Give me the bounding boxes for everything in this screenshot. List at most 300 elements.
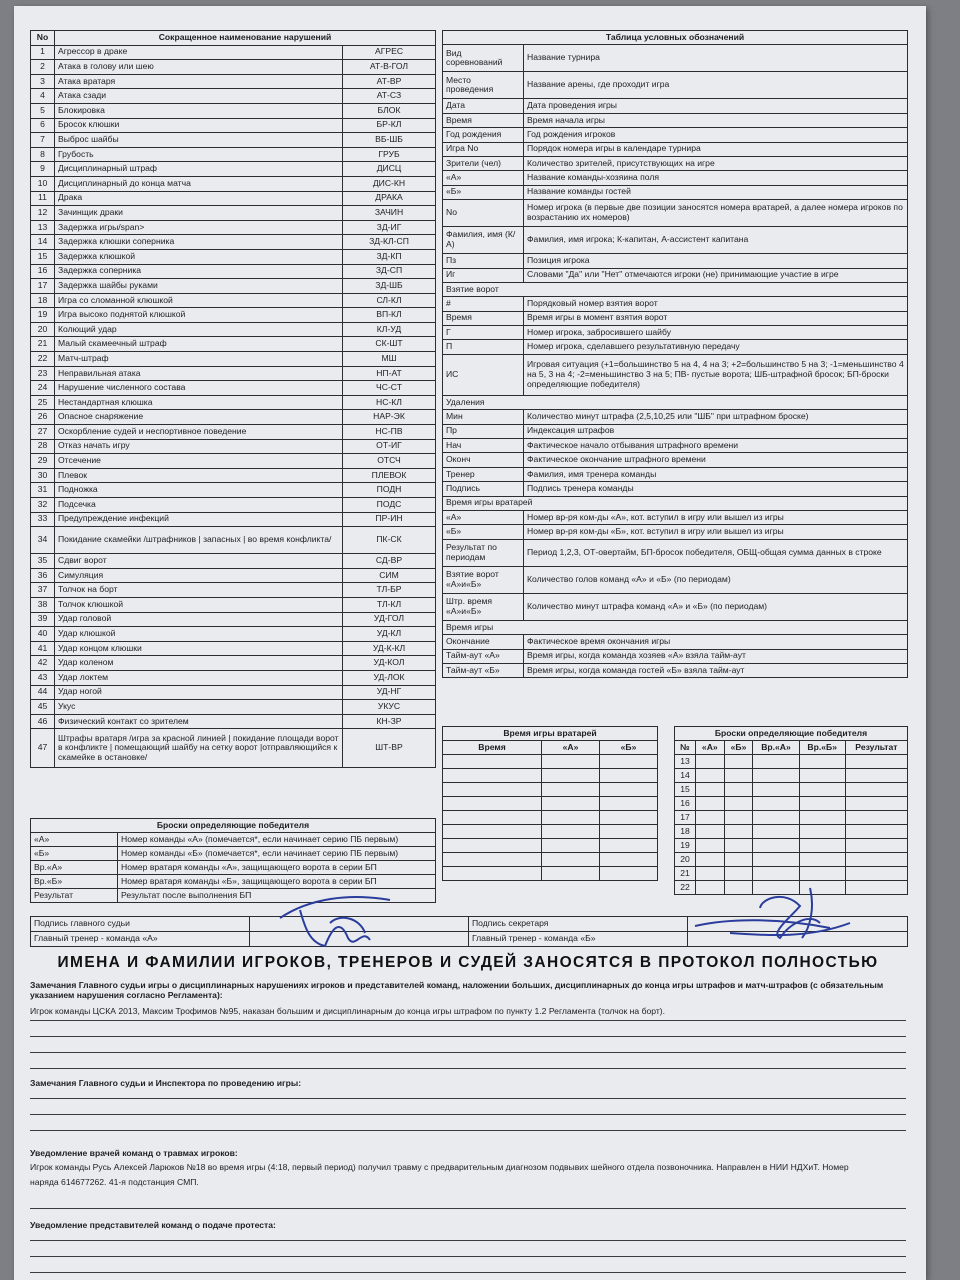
violation-row — [31, 527, 436, 554]
shootout-title: Броски определяющие победителя — [675, 727, 908, 741]
legend-key: Штр. время «А»и«Б» — [443, 593, 524, 620]
violation-name: Атака в голову или шею — [55, 60, 343, 75]
violation-code: ШТ-ВР — [343, 729, 436, 768]
shootout-cell[interactable] — [845, 755, 907, 769]
legend-row — [443, 326, 908, 340]
legend-value: Порядок номера игры в календаре турнира — [524, 142, 908, 156]
legend-title: Таблица условных обозначений — [443, 31, 908, 45]
shootout-cell[interactable] — [695, 811, 724, 825]
violation-number: 7 — [31, 133, 55, 148]
shootout-cell[interactable] — [753, 839, 799, 853]
violation-name: Задержка соперника — [55, 264, 343, 279]
violation-name: Отказ начать игру — [55, 439, 343, 454]
shootout-number: 21 — [675, 867, 696, 881]
shootout-cell[interactable] — [724, 755, 753, 769]
goalie-time-cell[interactable] — [542, 783, 600, 797]
legend-value: Год рождения игроков — [524, 128, 908, 142]
goalie-time-cell[interactable] — [443, 769, 542, 783]
violation-code: СД-ВР — [343, 554, 436, 569]
legend-row — [443, 72, 908, 99]
violation-number: 28 — [31, 439, 55, 454]
violation-number: 21 — [31, 337, 55, 352]
rule-line — [30, 1098, 906, 1099]
violation-row — [31, 700, 436, 715]
goalie-time-row — [443, 867, 658, 881]
violation-row — [31, 279, 436, 294]
violation-row — [31, 381, 436, 396]
goalie-time-row — [443, 825, 658, 839]
shootout-cell[interactable] — [695, 839, 724, 853]
legend-value: Количество зрителей, присутствующих на игре — [524, 156, 908, 170]
shootout-col-header: «Б» — [724, 741, 753, 755]
violation-number: 4 — [31, 89, 55, 104]
rule-line — [30, 1114, 906, 1115]
legend-value: Фамилия, имя тренера команды — [524, 467, 908, 481]
violation-row — [31, 498, 436, 513]
legend-value: Количество минут штрафа команд «А» и «Б» (по периодам) — [524, 593, 908, 620]
violation-number: 39 — [31, 612, 55, 627]
shootout-cell[interactable] — [695, 755, 724, 769]
shootout-cell[interactable] — [753, 811, 799, 825]
rule-line — [30, 1052, 906, 1053]
legend-row — [443, 424, 908, 438]
violation-code: ЗД-ИГ — [343, 220, 436, 235]
shootout-col-header: № — [675, 741, 696, 755]
violation-row — [31, 206, 436, 221]
legend-key: Тайм-аут «Б» — [443, 663, 524, 677]
shootout-cell[interactable] — [799, 811, 845, 825]
violation-row — [31, 641, 436, 656]
legend-key: Пз — [443, 254, 524, 268]
goalie-time-cell[interactable] — [600, 853, 658, 867]
legend-value: Фамилия, имя игрока; К-капитан, А-ассистент капитана — [524, 227, 908, 254]
shootout-row — [675, 811, 908, 825]
goalie-time-cell[interactable] — [600, 825, 658, 839]
violation-row — [31, 293, 436, 308]
remarks-discipline-text[interactable]: Игрок команды ЦСКА 2013, Максим Трофимов №95, наказан большим и дисциплинарным до конца игры штрафом по пункту 1.2 Регламента (толчок на борт). — [30, 1006, 666, 1016]
violation-number: 42 — [31, 656, 55, 671]
violation-name: Удар концом клюшки — [55, 641, 343, 656]
shootout-cell[interactable] — [753, 769, 799, 783]
violation-name: Удар ногой — [55, 685, 343, 700]
violation-name: Драка — [55, 191, 343, 206]
violation-code: ВБ-ШБ — [343, 133, 436, 148]
legend-table — [442, 30, 908, 678]
violation-name: Задержка игры/span> — [55, 220, 343, 235]
violation-row — [31, 568, 436, 583]
goalie-time-cell[interactable] — [600, 867, 658, 881]
secretary-signature — [690, 878, 860, 948]
legend-value: Позиция игрока — [524, 254, 908, 268]
shootout-cell[interactable] — [753, 853, 799, 867]
violation-name: Нарушение численного состава — [55, 381, 343, 396]
violation-code: ЗД-ШБ — [343, 279, 436, 294]
violation-code: ПЛЕВОК — [343, 468, 436, 483]
violation-name: Симуляция — [55, 568, 343, 583]
violation-number: 47 — [31, 729, 55, 768]
violation-code: БР-КЛ — [343, 118, 436, 133]
violation-row — [31, 612, 436, 627]
legend-row — [443, 593, 908, 620]
goalie-time-cell[interactable] — [443, 825, 542, 839]
legend-value: Время игры, когда команда хозяев «А» взяла тайм-аут — [524, 649, 908, 663]
legend-key: «Б» — [443, 525, 524, 539]
violation-name: Удар локтем — [55, 670, 343, 685]
violation-number: 32 — [31, 498, 55, 513]
violation-code: БЛОК — [343, 103, 436, 118]
goalie-time-cell[interactable] — [443, 797, 542, 811]
shootout-cell[interactable] — [724, 769, 753, 783]
violation-number: 8 — [31, 147, 55, 162]
legend-row — [443, 482, 908, 496]
violation-code: УД-К-КЛ — [343, 641, 436, 656]
violation-name: Колющий удар — [55, 322, 343, 337]
violation-name: Матч-штраф — [55, 352, 343, 367]
remarks-inspector-title: Замечания Главного судьи и Инспектора по проведению игры: — [30, 1078, 302, 1088]
shootout-cell[interactable] — [695, 825, 724, 839]
violation-row — [31, 133, 436, 148]
violation-name: Отсечение — [55, 454, 343, 469]
violation-number: 46 — [31, 714, 55, 729]
legend-key: Игра No — [443, 142, 524, 156]
violations-name-header: Сокращенное наименование нарушений — [55, 31, 436, 46]
legend-row — [443, 282, 908, 296]
rule-line — [30, 1068, 906, 1069]
shootout-cell[interactable] — [724, 839, 753, 853]
violation-name: Подсечка — [55, 498, 343, 513]
violation-name: Удар клюшкой — [55, 627, 343, 642]
pb-row — [31, 833, 436, 847]
pb-title: Броски определяющие победителя — [31, 819, 436, 833]
legend-value: Словами "Да" или "Нет" отмечаются игроки (не) принимающие участие в игре — [524, 268, 908, 282]
goalie-col-b: «Б» — [600, 741, 658, 755]
goalie-time-cell[interactable] — [542, 867, 600, 881]
goalie-time-cell[interactable] — [542, 755, 600, 769]
shootout-row — [675, 825, 908, 839]
goalie-time-cell[interactable] — [443, 853, 542, 867]
legend-row — [443, 113, 908, 127]
violation-row — [31, 308, 436, 323]
violation-code: ЗД-КП — [343, 249, 436, 264]
violation-number: 22 — [31, 352, 55, 367]
shootout-cell[interactable] — [845, 769, 907, 783]
shootout-cell[interactable] — [724, 853, 753, 867]
legend-key: # — [443, 297, 524, 311]
shootout-cell[interactable] — [753, 825, 799, 839]
legend-row — [443, 128, 908, 142]
goalie-time-row — [443, 783, 658, 797]
violation-code: СК-ШТ — [343, 337, 436, 352]
violation-code: ДРАКА — [343, 191, 436, 206]
violation-row — [31, 554, 436, 569]
violation-name: Игра со сломанной клюшкой — [55, 293, 343, 308]
violations-header-row — [31, 31, 436, 46]
violation-row — [31, 425, 436, 440]
injury-notice-text[interactable]: Игрок команды Русь Алексей Ларюков №18 во время игры (4:18, первый период) получил травму с предварительным диагнозом подвывих шейного отдела позвоночника. Направлен в НИИ НДХиТ. Номер — [30, 1162, 849, 1172]
shootout-cell[interactable] — [845, 811, 907, 825]
shootout-cell[interactable] — [845, 783, 907, 797]
violation-row — [31, 454, 436, 469]
violation-row — [31, 60, 436, 75]
legend-key: Время — [443, 113, 524, 127]
goalie-time-cell[interactable] — [542, 853, 600, 867]
injury-notice-section — [30, 1148, 906, 1187]
violation-row — [31, 512, 436, 527]
pb-key: «А» — [31, 833, 118, 847]
violation-number: 20 — [31, 322, 55, 337]
violation-row — [31, 583, 436, 598]
legend-value: Название команды гостей — [524, 185, 908, 199]
violation-number: 36 — [31, 568, 55, 583]
shootout-number: 16 — [675, 797, 696, 811]
violation-number: 2 — [31, 60, 55, 75]
violation-row — [31, 103, 436, 118]
goalie-time-cell[interactable] — [542, 825, 600, 839]
violation-row — [31, 89, 436, 104]
pb-value: Результат после выполнения БП — [118, 889, 436, 903]
violation-name: Зачинщик драки — [55, 206, 343, 221]
violation-name: Сдвиг ворот — [55, 554, 343, 569]
violation-row — [31, 670, 436, 685]
violation-name: Опасное снаряжение — [55, 410, 343, 425]
violation-number: 14 — [31, 235, 55, 250]
shootout-number: 13 — [675, 755, 696, 769]
legend-value: Фактическое окончание штрафного времени — [524, 453, 908, 467]
shootout-cell[interactable] — [845, 825, 907, 839]
violation-number: 33 — [31, 512, 55, 527]
shootout-cell[interactable] — [724, 811, 753, 825]
violation-row — [31, 118, 436, 133]
violation-row — [31, 249, 436, 264]
violation-row — [31, 439, 436, 454]
legend-value: Номер игрока, забросившего шайбу — [524, 326, 908, 340]
shootout-cell[interactable] — [845, 853, 907, 867]
violation-code: НП-АТ — [343, 366, 436, 381]
violation-name: Толчок клюшкой — [55, 597, 343, 612]
rule-line — [30, 1020, 906, 1021]
injury-notice-text-2[interactable]: наряда 614677262. 41-я подстанция СМП. — [30, 1177, 199, 1188]
goalie-time-cell[interactable] — [443, 839, 542, 853]
violation-row — [31, 352, 436, 367]
shootout-cell[interactable] — [799, 853, 845, 867]
violation-row — [31, 729, 436, 768]
goalie-time-cell[interactable] — [443, 783, 542, 797]
goalie-time-cell[interactable] — [600, 797, 658, 811]
shootout-cell[interactable] — [753, 783, 799, 797]
violation-number: 12 — [31, 206, 55, 221]
rule-line — [30, 1256, 906, 1257]
violation-code: ТЛ-КЛ — [343, 597, 436, 612]
rule-line — [30, 1208, 906, 1209]
violation-number: 29 — [31, 454, 55, 469]
legend-row — [443, 142, 908, 156]
violation-code: УД-НГ — [343, 685, 436, 700]
violation-number: 43 — [31, 670, 55, 685]
shootout-row — [675, 839, 908, 853]
goalie-time-cell[interactable] — [600, 769, 658, 783]
violation-code: АТ-В-ГОЛ — [343, 60, 436, 75]
legend-row — [443, 649, 908, 663]
shootout-cell[interactable] — [695, 769, 724, 783]
violation-code: ПК-СК — [343, 527, 436, 554]
legend-row — [443, 254, 908, 268]
legend-row — [443, 200, 908, 227]
violation-code: АТ-СЗ — [343, 89, 436, 104]
violation-code: НС-КЛ — [343, 395, 436, 410]
violation-row — [31, 147, 436, 162]
legend-key: Г — [443, 326, 524, 340]
violation-name: Малый скамеечный штраф — [55, 337, 343, 352]
goalie-time-cell[interactable] — [542, 797, 600, 811]
violation-row — [31, 685, 436, 700]
legend-row — [443, 635, 908, 649]
legend-row — [443, 439, 908, 453]
remarks-inspector-section — [30, 1078, 906, 1088]
violation-number: 18 — [31, 293, 55, 308]
goalie-time-cell[interactable] — [542, 839, 600, 853]
violation-code: ЗД-СП — [343, 264, 436, 279]
legend-value: Номер вр-ря ком-ды «А», кот. вступил в игру или вышел из игры — [524, 510, 908, 524]
legend-section-label: Время игры вратарей — [443, 496, 908, 510]
violation-name: Толчок на борт — [55, 583, 343, 598]
violation-row — [31, 627, 436, 642]
shootout-cell[interactable] — [753, 755, 799, 769]
shootout-cell[interactable] — [799, 769, 845, 783]
shootout-row — [675, 783, 908, 797]
violation-row — [31, 597, 436, 612]
legend-key: «А» — [443, 171, 524, 185]
legend-value: Название турнира — [524, 45, 908, 72]
shootout-cell[interactable] — [724, 783, 753, 797]
violation-row — [31, 264, 436, 279]
legend-row — [443, 496, 908, 510]
shootout-cell[interactable] — [695, 797, 724, 811]
violation-code: ВП-КЛ — [343, 308, 436, 323]
legend-value: Период 1,2,3, ОТ-овертайм, БП-бросок победителя, ОБЩ-общая сумма данных в строке — [524, 539, 908, 566]
legend-value: Время игры, когда команда гостей «Б» взяла тайм-аут — [524, 663, 908, 677]
shootout-cell[interactable] — [799, 839, 845, 853]
shootout-cell[interactable] — [845, 797, 907, 811]
remarks-discipline-section — [30, 980, 906, 1016]
goalie-time-cell[interactable] — [600, 839, 658, 853]
violation-row — [31, 45, 436, 60]
goalie-time-cell[interactable] — [542, 811, 600, 825]
goalie-time-cell[interactable] — [600, 811, 658, 825]
shootout-cell[interactable] — [799, 797, 845, 811]
violation-code: СЛ-КЛ — [343, 293, 436, 308]
legend-key: П — [443, 340, 524, 354]
violation-number: 35 — [31, 554, 55, 569]
shootout-number: 15 — [675, 783, 696, 797]
legend-key: No — [443, 200, 524, 227]
shootout-number: 18 — [675, 825, 696, 839]
violation-number: 27 — [31, 425, 55, 440]
legend-key: ИС — [443, 354, 524, 395]
legend-key: Окончание — [443, 635, 524, 649]
legend-row — [443, 453, 908, 467]
pb-value: Номер команды «А» (помечается*, если начинает серию ПБ первым) — [118, 833, 436, 847]
shootout-cell[interactable] — [845, 839, 907, 853]
legend-row — [443, 566, 908, 593]
violation-row — [31, 483, 436, 498]
violation-name: Агрессор в драке — [55, 45, 343, 60]
legend-key: Взятие ворот «А»и«Б» — [443, 566, 524, 593]
legend-value: Дата проведения игры — [524, 99, 908, 113]
goalie-time-table — [442, 726, 658, 881]
violation-row — [31, 176, 436, 191]
violation-code: ЗАЧИН — [343, 206, 436, 221]
shootout-number: 22 — [675, 881, 696, 895]
shootout-cell[interactable] — [799, 825, 845, 839]
violation-code: ЧС-СТ — [343, 381, 436, 396]
goalie-time-cell[interactable] — [600, 755, 658, 769]
legend-key: Нач — [443, 439, 524, 453]
violation-name: Плевок — [55, 468, 343, 483]
shootout-cell[interactable] — [695, 853, 724, 867]
goalie-time-cell[interactable] — [600, 783, 658, 797]
pb-value: Номер вратаря команды «А», защищающего ворота в серии БП — [118, 861, 436, 875]
goalie-time-cell[interactable] — [443, 755, 542, 769]
rule-line — [30, 1130, 906, 1131]
legend-key: Пр — [443, 424, 524, 438]
legend-row — [443, 410, 908, 424]
goalie-col-time: Время — [443, 741, 542, 755]
shootout-cell[interactable] — [799, 755, 845, 769]
violation-code: СИМ — [343, 568, 436, 583]
shootout-cell[interactable] — [724, 825, 753, 839]
legend-row — [443, 297, 908, 311]
legend-row — [443, 268, 908, 282]
protocol-notice: ИМЕНА И ФАМИЛИИ ИГРОКОВ, ТРЕНЕРОВ И СУДЕЙ ЗАНОСЯТСЯ В ПРОТОКОЛ ПОЛНОСТЬЮ — [57, 954, 879, 971]
goalie-time-title: Время игры вратарей — [443, 727, 658, 741]
goalie-time-row — [443, 811, 658, 825]
goalie-time-cell[interactable] — [542, 769, 600, 783]
shootout-cell[interactable] — [753, 797, 799, 811]
legend-key: Время — [443, 311, 524, 325]
violation-number: 40 — [31, 627, 55, 642]
violation-row — [31, 366, 436, 381]
shootout-number: 20 — [675, 853, 696, 867]
violation-name: Задержка шайбы руками — [55, 279, 343, 294]
violation-number: 38 — [31, 597, 55, 612]
shootout-cell[interactable] — [724, 797, 753, 811]
legend-value: Номер игрока, сделавшего результативную передачу — [524, 340, 908, 354]
violation-code: УД-ГОЛ — [343, 612, 436, 627]
shootout-cell[interactable] — [695, 783, 724, 797]
violation-code: АТ-ВР — [343, 74, 436, 89]
violation-code: ЗД-КЛ-СП — [343, 235, 436, 250]
goalie-time-cell[interactable] — [443, 867, 542, 881]
legend-row — [443, 156, 908, 170]
violation-name: Задержка клюшки соперника — [55, 235, 343, 250]
violation-name: Дисциплинарный штраф — [55, 162, 343, 177]
violation-code: НС-ПВ — [343, 425, 436, 440]
shootout-row — [675, 755, 908, 769]
violation-number: 45 — [31, 700, 55, 715]
secretary-label: Подпись секретаря — [469, 917, 688, 932]
violation-name: Дисциплинарный до конца матча — [55, 176, 343, 191]
legend-row — [443, 467, 908, 481]
violation-number: 3 — [31, 74, 55, 89]
violation-number: 44 — [31, 685, 55, 700]
violation-number: 10 — [31, 176, 55, 191]
violation-row — [31, 468, 436, 483]
goalie-time-cell[interactable] — [443, 811, 542, 825]
shootout-cell[interactable] — [799, 783, 845, 797]
pb-value: Номер команды «Б» (помечается*, если начинает серию ПБ первым) — [118, 847, 436, 861]
legend-value: Порядковый номер взятия ворот — [524, 297, 908, 311]
violation-code: ПОДН — [343, 483, 436, 498]
